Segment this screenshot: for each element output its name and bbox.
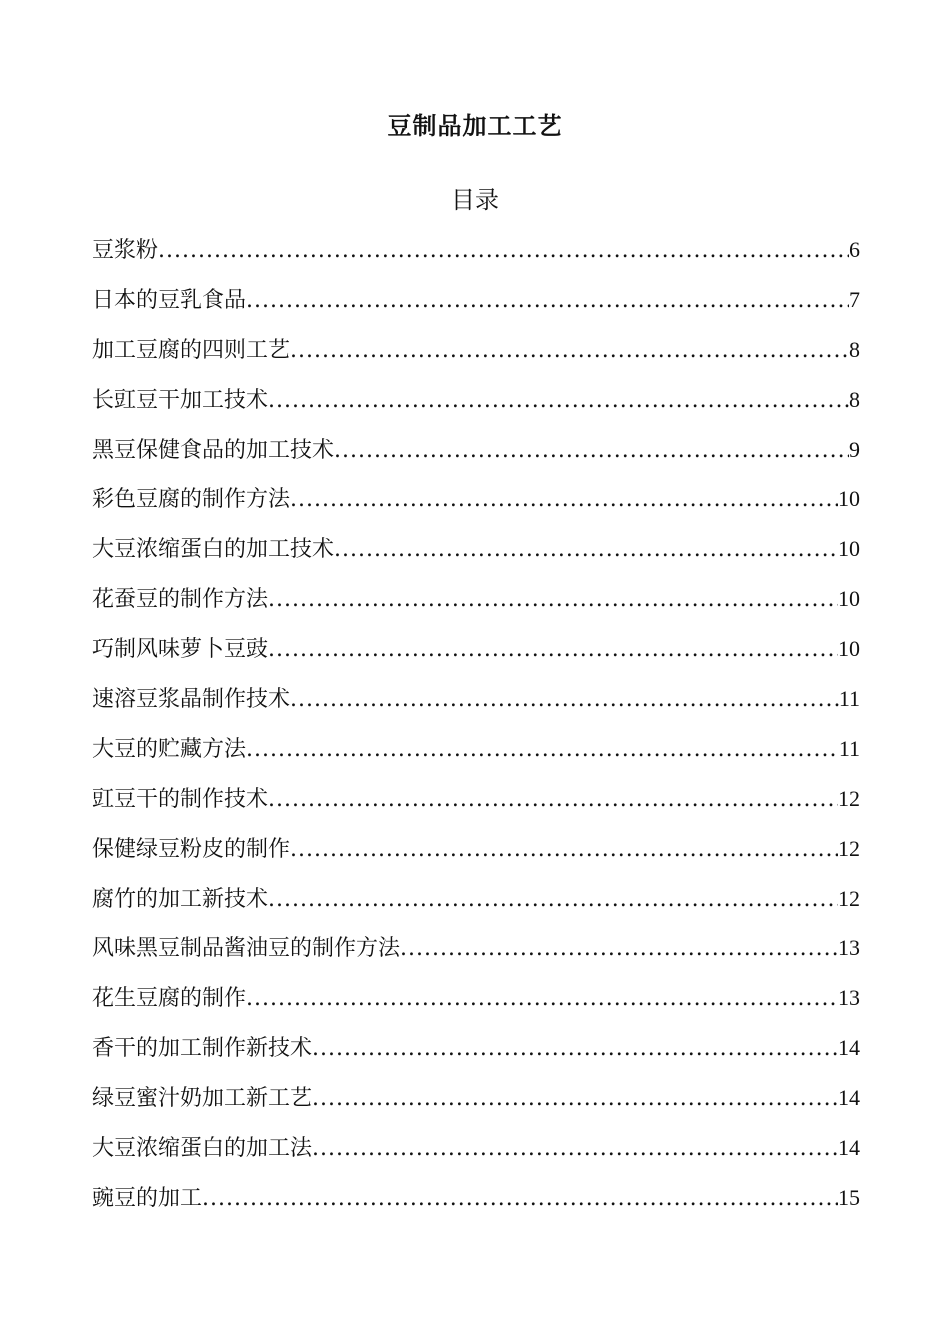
toc-entry-page: 8 <box>849 386 860 412</box>
toc-entry-page: 11 <box>838 686 860 712</box>
toc-entry[interactable] <box>92 330 860 380</box>
toc-entry-page: 6 <box>849 237 860 262</box>
toc-entry[interactable] <box>92 829 860 879</box>
toc-dot-leader <box>400 929 838 969</box>
toc-entry-page: 14 <box>838 1085 860 1111</box>
toc-entry-title: 日本的豆乳食品 <box>92 287 247 313</box>
toc-entry-title: 大豆浓缩蛋白的加工法 <box>92 1136 313 1162</box>
toc-dot-leader <box>268 630 838 670</box>
toc-entry-page: 13 <box>838 985 860 1011</box>
toc-entry[interactable] <box>92 928 860 978</box>
toc-entry-title: 彩色豆腐的制作方法 <box>92 487 291 513</box>
toc-entry[interactable] <box>92 529 860 579</box>
toc-dot-leader <box>290 480 838 520</box>
toc-entry[interactable] <box>92 978 860 1028</box>
toc-entry[interactable] <box>92 1028 860 1078</box>
toc-heading: 目录 <box>451 186 499 214</box>
toc-dot-leader <box>268 381 849 421</box>
toc-entry-page: 11 <box>838 735 860 761</box>
toc-entry-page: 14 <box>838 1035 860 1061</box>
toc-entry-page: 12 <box>838 835 860 861</box>
toc-entry-page: 10 <box>838 586 860 612</box>
toc-entry[interactable] <box>92 579 860 629</box>
toc-entry-title: 大豆浓缩蛋白的加工技术 <box>92 537 335 563</box>
toc-entry-title: 豆浆粉 <box>92 238 159 263</box>
toc-entry-page: 14 <box>838 1135 860 1161</box>
toc-entry-page: 12 <box>838 885 860 911</box>
toc-entry-page: 9 <box>849 436 860 462</box>
toc-entry-title: 风味黑豆制品酱油豆的制作方法 <box>92 936 401 962</box>
toc-entry[interactable] <box>92 679 860 729</box>
toc-entry-title: 腐竹的加工新技术 <box>92 886 269 912</box>
toc-entry[interactable] <box>92 430 860 480</box>
toc-entry-title: 豌豆的加工 <box>92 1185 203 1211</box>
toc-entry-title: 黑豆保健食品的加工技术 <box>92 437 335 463</box>
toc-entry-page: 7 <box>849 286 860 312</box>
document-title: 豆制品加工工艺 <box>387 112 563 140</box>
toc-dot-leader <box>158 231 849 271</box>
toc-entry-title: 香干的加工制作新技术 <box>92 1036 313 1062</box>
toc-entry-page: 13 <box>838 935 860 961</box>
toc-dot-leader <box>312 1079 838 1119</box>
toc-dot-leader <box>268 580 838 620</box>
toc-entry[interactable] <box>92 280 860 330</box>
table-of-contents <box>92 230 860 1228</box>
toc-dot-leader <box>334 431 849 471</box>
toc-dot-leader <box>290 331 849 371</box>
toc-entry-title: 豇豆干的制作技术 <box>92 786 269 812</box>
toc-entry[interactable] <box>92 729 860 779</box>
toc-dot-leader <box>246 281 849 321</box>
toc-entry-title: 保健绿豆粉皮的制作 <box>92 836 291 862</box>
toc-dot-leader <box>246 730 839 770</box>
toc-entry[interactable] <box>92 1078 860 1128</box>
toc-entry[interactable] <box>92 479 860 529</box>
toc-dot-leader <box>290 680 839 720</box>
toc-entry[interactable] <box>92 1128 860 1178</box>
toc-entry-title: 加工豆腐的四则工艺 <box>92 337 291 363</box>
toc-entry[interactable] <box>92 629 860 679</box>
toc-dot-leader <box>246 979 838 1019</box>
toc-entry-title: 绿豆蜜汁奶加工新工艺 <box>92 1086 313 1112</box>
toc-entry-title: 大豆的贮藏方法 <box>92 736 247 762</box>
toc-dot-leader <box>334 530 838 570</box>
toc-dot-leader <box>268 880 838 920</box>
toc-entry-title: 巧制风味萝卜豆豉 <box>92 637 269 663</box>
toc-entry-page: 10 <box>838 486 860 512</box>
toc-entry-page: 15 <box>838 1184 860 1210</box>
toc-dot-leader <box>312 1129 838 1169</box>
toc-entry-page: 10 <box>838 536 860 562</box>
toc-entry-title: 花蚕豆的制作方法 <box>92 587 269 613</box>
toc-entry-title: 速溶豆浆晶制作技术 <box>92 687 291 713</box>
toc-entry-page: 12 <box>838 785 860 811</box>
toc-dot-leader <box>202 1179 838 1219</box>
toc-dot-leader <box>268 780 838 820</box>
toc-entry-page: 8 <box>849 336 860 362</box>
toc-entry[interactable] <box>92 779 860 829</box>
toc-entry[interactable] <box>92 1178 860 1228</box>
toc-entry-title: 长豇豆干加工技术 <box>92 387 269 413</box>
toc-entry-page: 10 <box>838 636 860 662</box>
toc-entry-title: 花生豆腐的制作 <box>92 986 247 1012</box>
toc-dot-leader <box>312 1029 838 1069</box>
toc-entry[interactable] <box>92 879 860 929</box>
toc-entry[interactable] <box>92 380 860 430</box>
toc-entry[interactable] <box>92 230 860 280</box>
toc-dot-leader <box>290 830 838 870</box>
